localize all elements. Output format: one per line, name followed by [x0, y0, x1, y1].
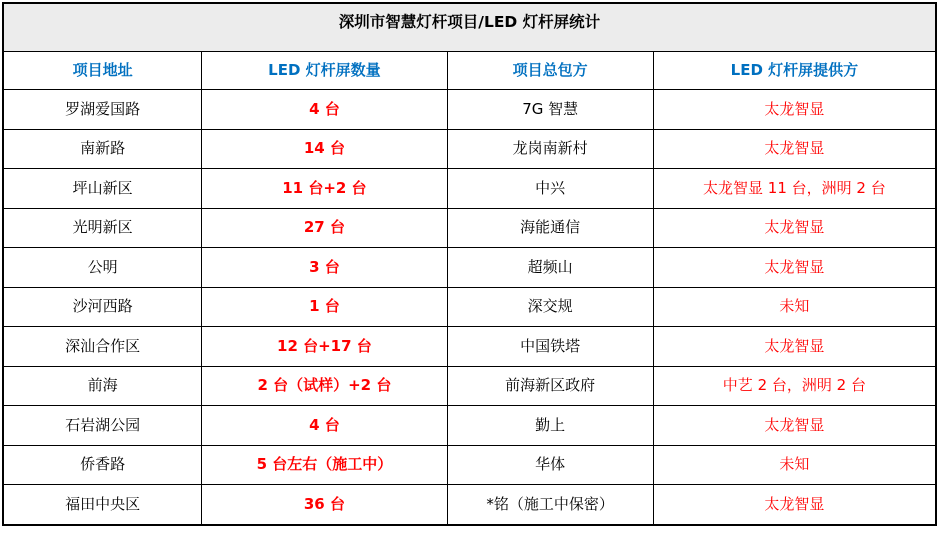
table-row [3, 248, 936, 288]
cell-provider: 太龙智显 [653, 406, 936, 446]
table-title-row [3, 3, 936, 52]
cell-address: 石岩湖公园 [3, 406, 202, 446]
cell-provider: 太龙智显 [653, 248, 936, 288]
column-header-quantity: LED 灯杆屏数量 [202, 52, 447, 90]
table-row [3, 406, 936, 446]
table-row [3, 208, 936, 248]
column-header-address: 项目地址 [3, 52, 202, 90]
cell-provider: 未知 [653, 287, 936, 327]
cell-address: 南新路 [3, 129, 202, 169]
cell-provider: 太龙智显 [653, 327, 936, 367]
cell-contractor: 7G 智慧 [447, 90, 653, 130]
cell-contractor: 超频山 [447, 248, 653, 288]
cell-address: 侨香路 [3, 445, 202, 485]
cell-contractor: 中国铁塔 [447, 327, 653, 367]
table-row [3, 90, 936, 130]
table-body [3, 90, 936, 525]
cell-contractor: 中兴 [447, 169, 653, 209]
cell-address: 光明新区 [3, 208, 202, 248]
cell-address: 罗湖爱国路 [3, 90, 202, 130]
cell-quantity: 36 台 [202, 485, 447, 525]
table-header-row [3, 52, 936, 90]
led-lamp-post-table [2, 2, 937, 526]
cell-provider: 太龙智显 [653, 485, 936, 525]
cell-contractor: *铭（施工中保密） [447, 485, 653, 525]
cell-contractor: 龙岗南新村 [447, 129, 653, 169]
cell-contractor: 勤上 [447, 406, 653, 446]
cell-contractor: 海能通信 [447, 208, 653, 248]
cell-address: 公明 [3, 248, 202, 288]
cell-provider: 太龙智显 [653, 90, 936, 130]
cell-provider: 太龙智显 [653, 129, 936, 169]
cell-contractor: 华体 [447, 445, 653, 485]
table-row [3, 445, 936, 485]
cell-address: 前海 [3, 366, 202, 406]
table-title: 深圳市智慧灯杆项目/LED 灯杆屏统计 [3, 3, 936, 52]
table-row [3, 169, 936, 209]
table-row [3, 287, 936, 327]
cell-address: 深汕合作区 [3, 327, 202, 367]
cell-provider: 太龙智显 11 台，洲明 2 台 [653, 169, 936, 209]
table-row [3, 129, 936, 169]
table-row [3, 327, 936, 367]
cell-quantity: 14 台 [202, 129, 447, 169]
cell-quantity: 4 台 [202, 90, 447, 130]
cell-provider: 中艺 2 台，洲明 2 台 [653, 366, 936, 406]
cell-contractor: 前海新区政府 [447, 366, 653, 406]
cell-quantity: 5 台左右（施工中） [202, 445, 447, 485]
cell-address: 坪山新区 [3, 169, 202, 209]
table-row [3, 485, 936, 525]
cell-quantity: 4 台 [202, 406, 447, 446]
table-row [3, 366, 936, 406]
cell-contractor: 深交规 [447, 287, 653, 327]
column-header-provider: LED 灯杆屏提供方 [653, 52, 936, 90]
column-header-contractor: 项目总包方 [447, 52, 653, 90]
cell-provider: 未知 [653, 445, 936, 485]
cell-address: 沙河西路 [3, 287, 202, 327]
cell-quantity: 1 台 [202, 287, 447, 327]
cell-quantity: 2 台（试样）+2 台 [202, 366, 447, 406]
cell-quantity: 27 台 [202, 208, 447, 248]
cell-provider: 太龙智显 [653, 208, 936, 248]
cell-quantity: 3 台 [202, 248, 447, 288]
cell-quantity: 11 台+2 台 [202, 169, 447, 209]
cell-quantity: 12 台+17 台 [202, 327, 447, 367]
cell-address: 福田中央区 [3, 485, 202, 525]
